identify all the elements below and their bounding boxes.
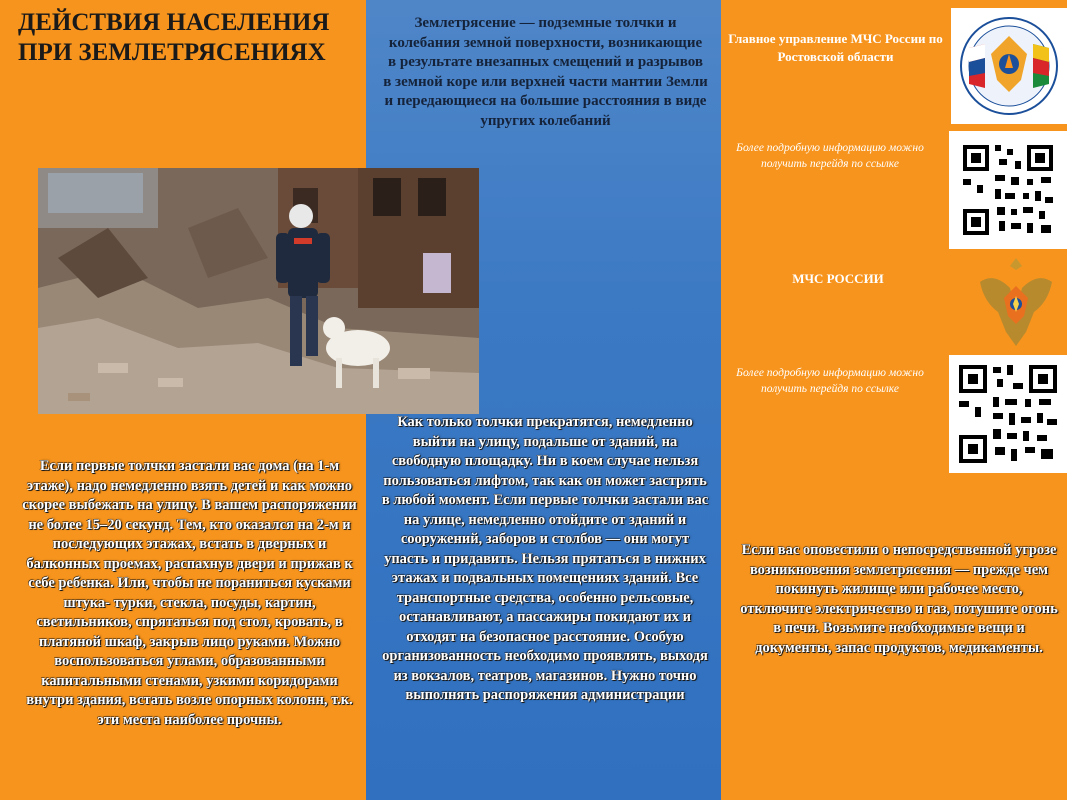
rescuer-with-dog-photo bbox=[38, 168, 479, 414]
mchs-emblem-icon bbox=[951, 8, 1067, 124]
info-note-1: Более подробную информацию можно получить перейдя по ссылке bbox=[736, 142, 924, 170]
organization-name: Главное управление МЧС России по Ростовской области bbox=[728, 31, 943, 64]
earthquake-definition: Землетрясение — подземные толчки и колебания земной поверхности, возникающие в результате внезапных смещений и разрывов в земной коре или верхней части мантии Земли и передающиеся на большие расстояния в виде упругих колебаний bbox=[383, 15, 708, 129]
qr-code-icon[interactable] bbox=[949, 131, 1067, 249]
outdoor-instructions: Как только толчки прекратятся, немедленно выйти на улицу, подальше от зданий, на свободную площадку. Ни в коем случае нельзя пользоваться лифтом, так как он может застрять в любой момент. Если первые толчки застали вас на улице, немедленно отойдите от зданий и сооружений, заборов и столбов — они могут упасть и придавить. Нельзя прятаться в нижних этажах и подвальных помещениях зданий. Все транспортные средства, особенно рельсовые, останавливают, а пассажиры покидают их и отходят на безопасное расстояние. Особую организованность необходимо проявлять, выходя из вокзалов, театров, магазинов. Нужно точно выполнять распоряжения администрации bbox=[381, 414, 709, 703]
mchs-eagle-icon bbox=[974, 252, 1058, 352]
page-title: ДЕЙСТВИЯ НАСЕЛЕНИЯ ПРИ ЗЕМЛЕТРЯСЕНИЯХ bbox=[18, 9, 330, 66]
indoor-instructions: Если первые толчки застали вас дома (на 1-м этаже), надо немедленно взять детей и как можно скорее выбежать на улицу. В вашем распоряжении не более 15–20 секунд. Тем, кто оказался на 2-м и последующих этажах, встать в дверных и балконных проемах, распахнув двери и прижав к себе ребенка. Или, чтобы не пораниться кусками штука- турки, стекла, посуды, картин, светильников, спрятаться под стол, кровать, в платяной шкаф, закрыв лицо руками. Можно воспользоваться углами, образованными капитальными стенами, узкими коридорами внутри здания, встать возле опорных колонн, т.к. эти места наиболее прочны. bbox=[22, 458, 357, 728]
warning-instructions: Если вас оповестили о непосредственной угрозе возникновения землетрясения — прежде чем покинуть жилище или рабочее место, отключите электричество и газ, потушите огонь в печи. Возьмите необходимые вещи и документы, запас продуктов, медикаменты. bbox=[740, 542, 1058, 656]
qr-code-icon[interactable] bbox=[949, 355, 1067, 473]
info-note-2: Более подробную информацию можно получить перейдя по ссылке bbox=[736, 367, 924, 395]
mchs-label: МЧС РОССИИ bbox=[792, 271, 884, 286]
